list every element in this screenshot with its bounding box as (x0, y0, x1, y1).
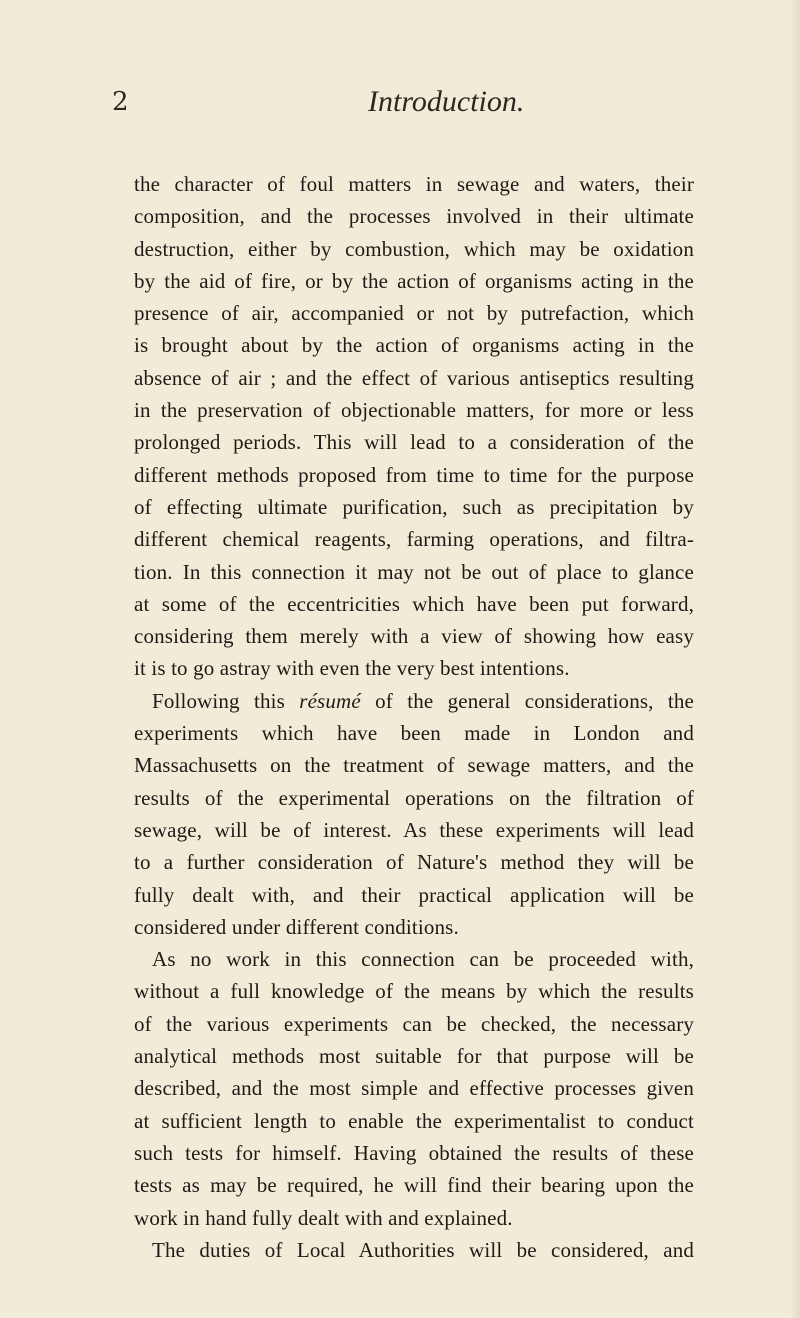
text-line: in the preservation of objectionable matters, for more or less (134, 398, 694, 423)
text-line: sewage, will be of interest. As these experiments will lead (134, 817, 694, 842)
text-line-paragraph-start (134, 685, 694, 717)
text-line: considering them merely with a view of showing how easy (134, 624, 694, 649)
text-line: different methods proposed from time to time for the purpose (134, 462, 694, 487)
text-line: prolonged periods. This will lead to a consideration of the (134, 430, 694, 455)
text-line: composition, and the processes involved in their ultimate (134, 204, 694, 229)
text-line: tion. In this connection it may not be out of place to glance (134, 559, 694, 584)
text-line: of the various experiments can be checked, the necessary (134, 1011, 694, 1036)
text-line: presence of air, accompanied or not by putrefaction, which (134, 301, 694, 326)
text-fragment: Following this (152, 688, 300, 713)
text-line: considered under different conditions. (134, 914, 459, 939)
text-line: is brought about by the action of organisms acting in the (134, 333, 694, 358)
text-line-paragraph-start: As no work in this connection can be proceeded with, (152, 947, 694, 972)
text-line: by the aid of fire, or by the action of organisms acting in the (134, 268, 694, 293)
page-number: 2 (112, 87, 129, 117)
text-line: without a full knowledge of the means by which the results (134, 979, 694, 1004)
text-line: results of the experimental operations on the filtration of (134, 785, 694, 810)
text-line: it is to go astray with even the very best intentions. (134, 656, 570, 681)
text-line: tests as may be required, he will find their bearing upon the (134, 1173, 694, 1198)
italic-term: résumé (299, 688, 361, 713)
text-line-paragraph-start: The duties of Local Authorities will be considered, and (152, 1237, 694, 1262)
text-line: experiments which have been made in London and (134, 721, 694, 746)
text-line: at some of the eccentricities which have been put forward, (134, 591, 694, 616)
text-line: at sufficient length to enable the experimentalist to conduct (134, 1108, 694, 1133)
running-title: Introduction. (368, 85, 525, 118)
text-line: of effecting ultimate purification, such as precipitation by (134, 494, 694, 519)
text-line: described, and the most simple and effective processes given (134, 1076, 694, 1101)
text-line: fully dealt with, and their practical application will be (134, 882, 694, 907)
text-line: work in hand fully dealt with and explained. (134, 1205, 513, 1230)
text-line: to a further consideration of Nature's method they will be (134, 850, 694, 875)
body-text (134, 168, 694, 1266)
page-edge-shadow (790, 0, 800, 1318)
running-head (0, 84, 800, 124)
text-line: such tests for himself. Having obtained the results of these (134, 1140, 694, 1165)
text-line: different chemical reagents, farming operations, and filtra- (134, 527, 694, 552)
text-fragment: of the general considerations, the (360, 688, 694, 713)
text-line: analytical methods most suitable for that purpose will be (134, 1044, 694, 1069)
text-line: absence of air ; and the effect of various antiseptics resulting (134, 365, 694, 390)
text-line: Massachusetts on the treatment of sewage matters, and the (134, 753, 694, 778)
text-line: destruction, either by combustion, which may be oxidation (134, 236, 694, 261)
text-line: the character of foul matters in sewage and waters, their (134, 172, 694, 196)
